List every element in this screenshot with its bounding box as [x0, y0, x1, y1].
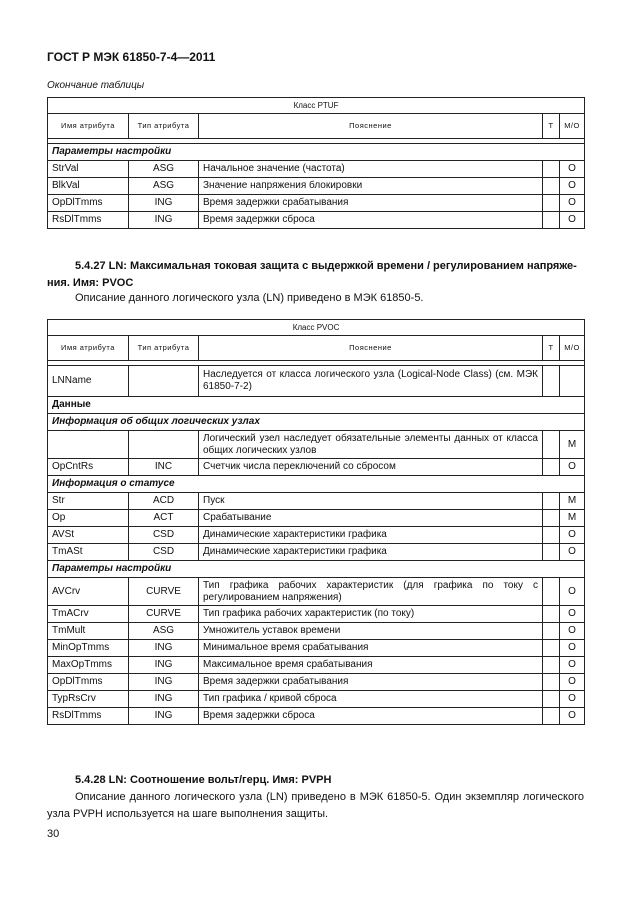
section-status: Информация о статусе: [48, 476, 585, 493]
col-header-name: Имя атрибута: [48, 114, 129, 139]
col-header-name: Имя атрибута: [48, 336, 129, 361]
table-row: StrVal ASG Начальное значение (частота) O: [48, 161, 585, 178]
section-desc-527: Описание данного логического узла (LN) приведено в МЭК 61850-5.: [75, 292, 424, 304]
col-header-type: Тип атрибута: [129, 336, 199, 361]
section-data: Данные: [48, 397, 585, 414]
section-heading-528: 5.4.28 LN: Соотношение вольт/герц. Имя: PVPH: [75, 774, 332, 786]
col-header-t: T: [543, 336, 560, 361]
table-row: OpCntRs INC Счетчик числа переключений со сбросом O: [48, 459, 585, 476]
page-number: 30: [47, 828, 60, 840]
table-caption: Окончание таблицы: [47, 80, 145, 91]
table-row: TmASt CSD Динамические характеристики графика O: [48, 544, 585, 561]
table-row: TmACrv CURVE Тип графика рабочих характеристик (по току) O: [48, 606, 585, 623]
table-row: BlkVal ASG Значение напряжения блокировки O: [48, 178, 585, 195]
ptuf-table: [47, 97, 585, 229]
table-row: MaxOpTmms ING Максимальное время срабатывания O: [48, 657, 585, 674]
table-row: TypRsCrv ING Тип графика / кривой сброса O: [48, 691, 585, 708]
table-row: OpDlTmms ING Время задержки срабатывания O: [48, 195, 585, 212]
section-settings: Параметры настройки: [48, 144, 585, 161]
table-row: AVCrv CURVE Тип графика рабочих характеристик (для графика по току с регулированием напряжения) O: [48, 578, 585, 606]
col-header-desc: Пояснение: [199, 336, 543, 361]
table-row: AVSt CSD Динамические характеристики графика O: [48, 527, 585, 544]
table-row: MinOpTmms ING Минимальное время срабатывания O: [48, 640, 585, 657]
table-row: LNName Наследуется от класса логического узла (Logical-Node Class) (см. МЭК 61850-7-2): [48, 366, 585, 397]
col-header-mo: M/O: [560, 336, 585, 361]
table-row: Op ACT Срабатывание M: [48, 510, 585, 527]
class-title: Класс PVOC: [48, 320, 585, 336]
pvoc-table: [47, 319, 585, 725]
col-header-desc: Пояснение: [199, 114, 543, 139]
table-row: Логический узел наследует обязательные элементы данных от класса общих логических узлов M: [48, 431, 585, 459]
table-row: Str ACD Пуск M: [48, 493, 585, 510]
table-row: TmMult ASG Умножитель уставок времени O: [48, 623, 585, 640]
section-heading-527: 5.4.27 LN: Максимальная токовая защита с выдержкой времени / регулированием напряже- ния. Имя: PVOC: [47, 260, 577, 289]
col-header-t: T: [543, 114, 560, 139]
class-title: Класс PTUF: [48, 98, 585, 114]
section-common-ln: Информация об общих логических узлах: [48, 414, 585, 431]
document-header: ГОСТ Р МЭК 61850-7-4—2011: [47, 50, 216, 64]
table-row: RsDlTmms ING Время задержки сброса O: [48, 212, 585, 229]
table-row: OpDlTmms ING Время задержки срабатывания O: [48, 674, 585, 691]
col-header-mo: M/O: [560, 114, 585, 139]
col-header-type: Тип атрибута: [129, 114, 199, 139]
section-settings: Параметры настройки: [48, 561, 585, 578]
section-desc-528: Описание данного логического узла (LN) приведено в МЭК 61850-5. Один экземпляр логического узла PVPH используется на шаге выполнения защиты.: [47, 791, 584, 820]
table-row: RsDlTmms ING Время задержки сброса O: [48, 708, 585, 725]
